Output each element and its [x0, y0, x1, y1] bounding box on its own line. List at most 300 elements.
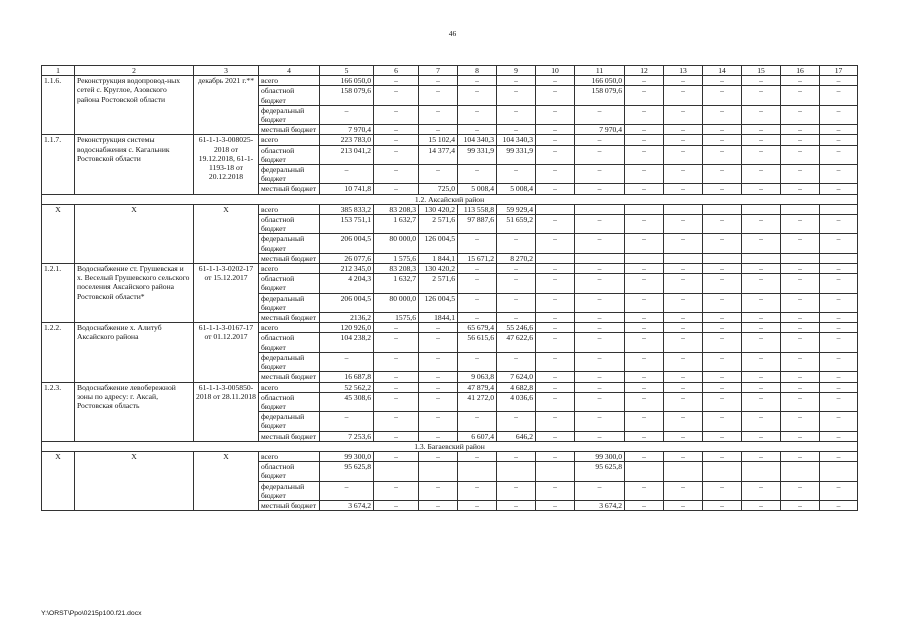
amount-cell: 7 253,6 [320, 431, 374, 441]
amount-cell: – [374, 184, 419, 194]
table-row [42, 76, 858, 86]
amount-cell: – [820, 382, 858, 392]
amount-cell [781, 204, 820, 214]
column-number: 4 [259, 66, 320, 76]
amount-cell: – [742, 145, 781, 164]
amount-cell: – [664, 323, 703, 333]
amount-cell: 15 102,4 [419, 135, 458, 145]
amount-cell: – [575, 431, 625, 441]
amount-cell [419, 462, 458, 481]
column-number: 16 [781, 66, 820, 76]
item-document: декабрь 2021 г.** [194, 76, 259, 135]
amount-cell: – [536, 293, 575, 312]
amount-cell: – [664, 86, 703, 105]
amount-cell: 7 624,0 [497, 372, 536, 382]
column-number: 17 [820, 66, 858, 76]
item-document: Х [194, 204, 259, 263]
column-number: 6 [374, 66, 419, 76]
amount-cell: – [458, 313, 497, 323]
amount-cell: – [536, 165, 575, 184]
amount-cell: – [458, 481, 497, 500]
amount-cell: – [703, 105, 742, 124]
amount-cell: – [536, 323, 575, 333]
amount-cell: – [536, 135, 575, 145]
item-document: Х [194, 451, 259, 510]
amount-cell: – [625, 274, 664, 293]
amount-cell: – [664, 431, 703, 441]
amount-cell: – [703, 215, 742, 234]
amount-cell: – [536, 125, 575, 135]
amount-cell: 646,2 [497, 431, 536, 441]
amount-cell: – [497, 86, 536, 105]
column-number: 9 [497, 66, 536, 76]
amount-cell: 2136,2 [320, 313, 374, 323]
budget-type: местный бюджет [259, 313, 320, 323]
amount-cell: 158 079,6 [575, 86, 625, 105]
amount-cell: – [458, 125, 497, 135]
table-row [42, 451, 858, 461]
amount-cell: – [703, 431, 742, 441]
amount-cell: – [536, 382, 575, 392]
amount-cell: – [575, 264, 625, 274]
amount-cell: – [820, 333, 858, 352]
amount-cell: – [497, 76, 536, 86]
amount-cell [781, 462, 820, 481]
amount-cell: – [497, 412, 536, 431]
amount-cell: – [536, 234, 575, 253]
amount-cell: – [664, 481, 703, 500]
amount-cell: – [419, 76, 458, 86]
amount-cell: – [703, 135, 742, 145]
amount-cell: – [703, 392, 742, 411]
amount-cell: – [781, 264, 820, 274]
amount-cell: – [536, 372, 575, 382]
column-number: 1 [42, 66, 75, 76]
amount-cell: – [536, 352, 575, 371]
amount-cell: – [458, 165, 497, 184]
amount-cell [820, 204, 858, 214]
table-row [42, 382, 858, 392]
amount-cell: – [664, 145, 703, 164]
amount-cell: – [320, 412, 374, 431]
section-title: 1.2. Аксайский район [42, 194, 858, 204]
amount-cell: – [536, 313, 575, 323]
budget-type: местный бюджет [259, 125, 320, 135]
amount-cell: – [625, 323, 664, 333]
amount-cell: 6 607,4 [458, 431, 497, 441]
amount-cell: 65 679,4 [458, 323, 497, 333]
amount-cell: – [374, 76, 419, 86]
amount-cell: – [320, 481, 374, 500]
budget-type: федеральный бюджет [259, 105, 320, 124]
amount-cell: – [820, 323, 858, 333]
amount-cell: – [820, 184, 858, 194]
amount-cell: – [625, 431, 664, 441]
amount-cell: – [575, 352, 625, 371]
amount-cell: 153 751,1 [320, 215, 374, 234]
amount-cell: – [664, 392, 703, 411]
amount-cell: 725,0 [419, 184, 458, 194]
amount-cell: – [781, 382, 820, 392]
amount-cell: – [374, 125, 419, 135]
amount-cell: – [419, 500, 458, 510]
amount-cell: – [625, 145, 664, 164]
amount-cell: – [419, 125, 458, 135]
amount-cell: – [703, 352, 742, 371]
amount-cell: – [703, 234, 742, 253]
budget-type: местный бюджет [259, 184, 320, 194]
amount-cell: – [625, 500, 664, 510]
amount-cell: 5 008,4 [458, 184, 497, 194]
budget-type: федеральный бюджет [259, 234, 320, 253]
amount-cell: – [536, 215, 575, 234]
amount-cell: – [575, 293, 625, 312]
column-number: 15 [742, 66, 781, 76]
amount-cell: – [625, 313, 664, 323]
amount-cell: – [458, 412, 497, 431]
amount-cell: – [820, 215, 858, 234]
amount-cell [536, 462, 575, 481]
amount-cell: – [458, 352, 497, 371]
budget-type: областной бюджет [259, 215, 320, 234]
item-number: 1.2.1. [42, 264, 75, 323]
amount-cell: – [536, 431, 575, 441]
amount-cell [664, 462, 703, 481]
amount-cell: – [625, 76, 664, 86]
amount-cell [742, 462, 781, 481]
amount-cell: – [781, 352, 820, 371]
amount-cell: – [703, 86, 742, 105]
amount-cell [703, 462, 742, 481]
amount-cell: – [781, 125, 820, 135]
column-number: 14 [703, 66, 742, 76]
amount-cell: – [742, 313, 781, 323]
amount-cell [820, 253, 858, 263]
amount-cell: – [374, 352, 419, 371]
amount-cell: – [742, 500, 781, 510]
amount-cell: 97 887,6 [458, 215, 497, 234]
amount-cell: – [374, 382, 419, 392]
amount-cell: – [742, 352, 781, 371]
amount-cell: – [320, 105, 374, 124]
budget-type: федеральный бюджет [259, 412, 320, 431]
amount-cell: 166 050,0 [575, 76, 625, 86]
amount-cell: – [419, 481, 458, 500]
amount-cell: 126 004,5 [419, 234, 458, 253]
header-row [42, 66, 858, 76]
item-number: 1.1.7. [42, 135, 75, 194]
amount-cell: – [458, 264, 497, 274]
amount-cell: – [374, 451, 419, 461]
amount-cell [536, 253, 575, 263]
amount-cell [703, 204, 742, 214]
amount-cell: – [781, 76, 820, 86]
amount-cell: – [781, 392, 820, 411]
amount-cell: – [781, 274, 820, 293]
budget-type: областной бюджет [259, 462, 320, 481]
amount-cell: – [536, 412, 575, 431]
amount-cell: 120 926,0 [320, 323, 374, 333]
amount-cell: 1 632,7 [374, 215, 419, 234]
amount-cell: 1 632,7 [374, 274, 419, 293]
amount-cell: – [781, 293, 820, 312]
amount-cell: – [742, 234, 781, 253]
amount-cell: 130 420,2 [419, 204, 458, 214]
amount-cell: – [781, 333, 820, 352]
amount-cell: – [820, 372, 858, 382]
amount-cell: – [664, 274, 703, 293]
item-number: 1.2.2. [42, 323, 75, 382]
amount-cell [575, 253, 625, 263]
amount-cell: – [497, 293, 536, 312]
amount-cell: – [575, 135, 625, 145]
amount-cell: 99 300,0 [575, 451, 625, 461]
amount-cell [742, 253, 781, 263]
amount-cell: – [703, 323, 742, 333]
amount-cell: – [664, 165, 703, 184]
amount-cell: 385 833,2 [320, 204, 374, 214]
amount-cell: 1 575,6 [374, 253, 419, 263]
amount-cell: – [458, 274, 497, 293]
amount-cell: – [419, 86, 458, 105]
amount-cell: 95 625,8 [575, 462, 625, 481]
amount-cell: 83 208,3 [374, 204, 419, 214]
amount-cell: – [703, 165, 742, 184]
amount-cell: 212 345,0 [320, 264, 374, 274]
budget-type: местный бюджет [259, 431, 320, 441]
amount-cell: – [820, 264, 858, 274]
amount-cell: – [419, 333, 458, 352]
financing-table [41, 65, 858, 511]
amount-cell: 59 929,4 [497, 204, 536, 214]
amount-cell: 4 204,3 [320, 274, 374, 293]
amount-cell: 7 970,4 [320, 125, 374, 135]
amount-cell [625, 204, 664, 214]
amount-cell: – [374, 412, 419, 431]
amount-cell: – [742, 382, 781, 392]
amount-cell: – [419, 165, 458, 184]
amount-cell: – [625, 382, 664, 392]
amount-cell: – [781, 86, 820, 105]
amount-cell: – [419, 451, 458, 461]
item-number: Х [42, 451, 75, 510]
amount-cell: 2 571,6 [419, 215, 458, 234]
amount-cell: – [742, 293, 781, 312]
amount-cell: 223 783,0 [320, 135, 374, 145]
amount-cell: 5 008,4 [497, 184, 536, 194]
amount-cell: – [664, 76, 703, 86]
amount-cell: – [625, 135, 664, 145]
amount-cell [664, 253, 703, 263]
column-number: 5 [320, 66, 374, 76]
amount-cell: – [742, 431, 781, 441]
amount-cell: 80 000,0 [374, 234, 419, 253]
amount-cell: – [497, 451, 536, 461]
amount-cell: – [742, 135, 781, 145]
column-number: 7 [419, 66, 458, 76]
amount-cell: – [703, 382, 742, 392]
amount-cell: – [419, 382, 458, 392]
amount-cell: – [374, 323, 419, 333]
amount-cell: – [575, 145, 625, 164]
amount-cell: – [820, 135, 858, 145]
amount-cell: – [374, 481, 419, 500]
amount-cell: – [458, 86, 497, 105]
amount-cell: – [742, 333, 781, 352]
amount-cell: – [419, 323, 458, 333]
amount-cell: – [536, 105, 575, 124]
amount-cell: 1575,6 [374, 313, 419, 323]
amount-cell [742, 204, 781, 214]
amount-cell: 80 000,0 [374, 293, 419, 312]
amount-cell: – [664, 382, 703, 392]
item-name: Х [75, 204, 194, 263]
amount-cell: – [703, 313, 742, 323]
amount-cell: – [575, 165, 625, 184]
item-name: Водоснабжение х. Алитуб Аксайского района [75, 323, 194, 382]
column-number: 2 [75, 66, 194, 76]
amount-cell: 47 622,6 [497, 333, 536, 352]
amount-cell: – [497, 165, 536, 184]
amount-cell: – [374, 105, 419, 124]
page-number: 46 [448, 29, 457, 38]
amount-cell: – [458, 105, 497, 124]
amount-cell: – [742, 392, 781, 411]
amount-cell: 14 377,4 [419, 145, 458, 164]
amount-cell: – [625, 264, 664, 274]
amount-cell: – [536, 184, 575, 194]
item-name: Реконструкция системы водоснабжения с. Кагальник Ростовской области [75, 135, 194, 194]
amount-cell: 1844,1 [419, 313, 458, 323]
amount-cell: – [781, 323, 820, 333]
amount-cell: – [497, 313, 536, 323]
amount-cell: – [497, 105, 536, 124]
amount-cell: – [664, 293, 703, 312]
amount-cell: – [575, 184, 625, 194]
amount-cell: – [497, 352, 536, 371]
budget-type: всего [259, 135, 320, 145]
amount-cell [703, 253, 742, 263]
amount-cell: – [419, 431, 458, 441]
item-number: 1.1.6. [42, 76, 75, 135]
amount-cell [781, 253, 820, 263]
amount-cell: – [497, 481, 536, 500]
amount-cell: 3 674,2 [575, 500, 625, 510]
amount-cell: – [781, 184, 820, 194]
amount-cell: – [664, 264, 703, 274]
amount-cell: – [575, 392, 625, 411]
amount-cell: 130 420,2 [419, 264, 458, 274]
section-title: 1.3. Багаевский район [42, 441, 858, 451]
amount-cell: – [820, 76, 858, 86]
budget-type: местный бюджет [259, 372, 320, 382]
amount-cell: – [625, 86, 664, 105]
amount-cell: – [820, 481, 858, 500]
amount-cell [497, 462, 536, 481]
amount-cell: – [374, 145, 419, 164]
amount-cell: – [536, 451, 575, 461]
amount-cell: – [820, 165, 858, 184]
amount-cell: 4 036,6 [497, 392, 536, 411]
amount-cell: – [575, 382, 625, 392]
amount-cell: – [820, 313, 858, 323]
amount-cell: – [575, 274, 625, 293]
amount-cell: – [625, 372, 664, 382]
column-number: 10 [536, 66, 575, 76]
amount-cell: – [742, 323, 781, 333]
amount-cell: 158 079,6 [320, 86, 374, 105]
amount-cell: – [664, 105, 703, 124]
item-number: Х [42, 204, 75, 263]
item-number: 1.2.3. [42, 382, 75, 441]
amount-cell: – [742, 165, 781, 184]
amount-cell: – [374, 135, 419, 145]
amount-cell: – [703, 500, 742, 510]
amount-cell: – [575, 333, 625, 352]
amount-cell: 1 844,1 [419, 253, 458, 263]
column-number: 3 [194, 66, 259, 76]
amount-cell: – [536, 274, 575, 293]
budget-type: местный бюджет [259, 500, 320, 510]
table-row [42, 264, 858, 274]
amount-cell: – [820, 86, 858, 105]
amount-cell: – [742, 76, 781, 86]
table-row [42, 323, 858, 333]
amount-cell: – [419, 352, 458, 371]
amount-cell: – [374, 500, 419, 510]
amount-cell [820, 462, 858, 481]
amount-cell: – [374, 86, 419, 105]
amount-cell: – [820, 431, 858, 441]
amount-cell: – [536, 86, 575, 105]
amount-cell: – [374, 392, 419, 411]
amount-cell: 52 562,2 [320, 382, 374, 392]
amount-cell: – [575, 323, 625, 333]
amount-cell: – [625, 293, 664, 312]
amount-cell: – [820, 234, 858, 253]
amount-cell: – [625, 184, 664, 194]
amount-cell: – [575, 481, 625, 500]
amount-cell: 41 272,0 [458, 392, 497, 411]
amount-cell: 47 879,4 [458, 382, 497, 392]
amount-cell: 15 671,2 [458, 253, 497, 263]
amount-cell: – [781, 215, 820, 234]
budget-type: всего [259, 451, 320, 461]
amount-cell: – [625, 165, 664, 184]
amount-cell: – [664, 184, 703, 194]
amount-cell: – [575, 372, 625, 382]
amount-cell: – [536, 264, 575, 274]
budget-type: федеральный бюджет [259, 165, 320, 184]
amount-cell: – [703, 481, 742, 500]
amount-cell: – [781, 500, 820, 510]
amount-cell [664, 204, 703, 214]
amount-cell: – [742, 372, 781, 382]
column-number: 11 [575, 66, 625, 76]
amount-cell: – [575, 412, 625, 431]
amount-cell: 26 077,6 [320, 253, 374, 263]
amount-cell: – [625, 215, 664, 234]
budget-type: федеральный бюджет [259, 293, 320, 312]
amount-cell: 45 308,6 [320, 392, 374, 411]
amount-cell: – [781, 481, 820, 500]
amount-cell: – [664, 412, 703, 431]
budget-type: всего [259, 382, 320, 392]
amount-cell: – [742, 264, 781, 274]
amount-cell: – [419, 372, 458, 382]
amount-cell: – [820, 145, 858, 164]
amount-cell: 4 682,8 [497, 382, 536, 392]
